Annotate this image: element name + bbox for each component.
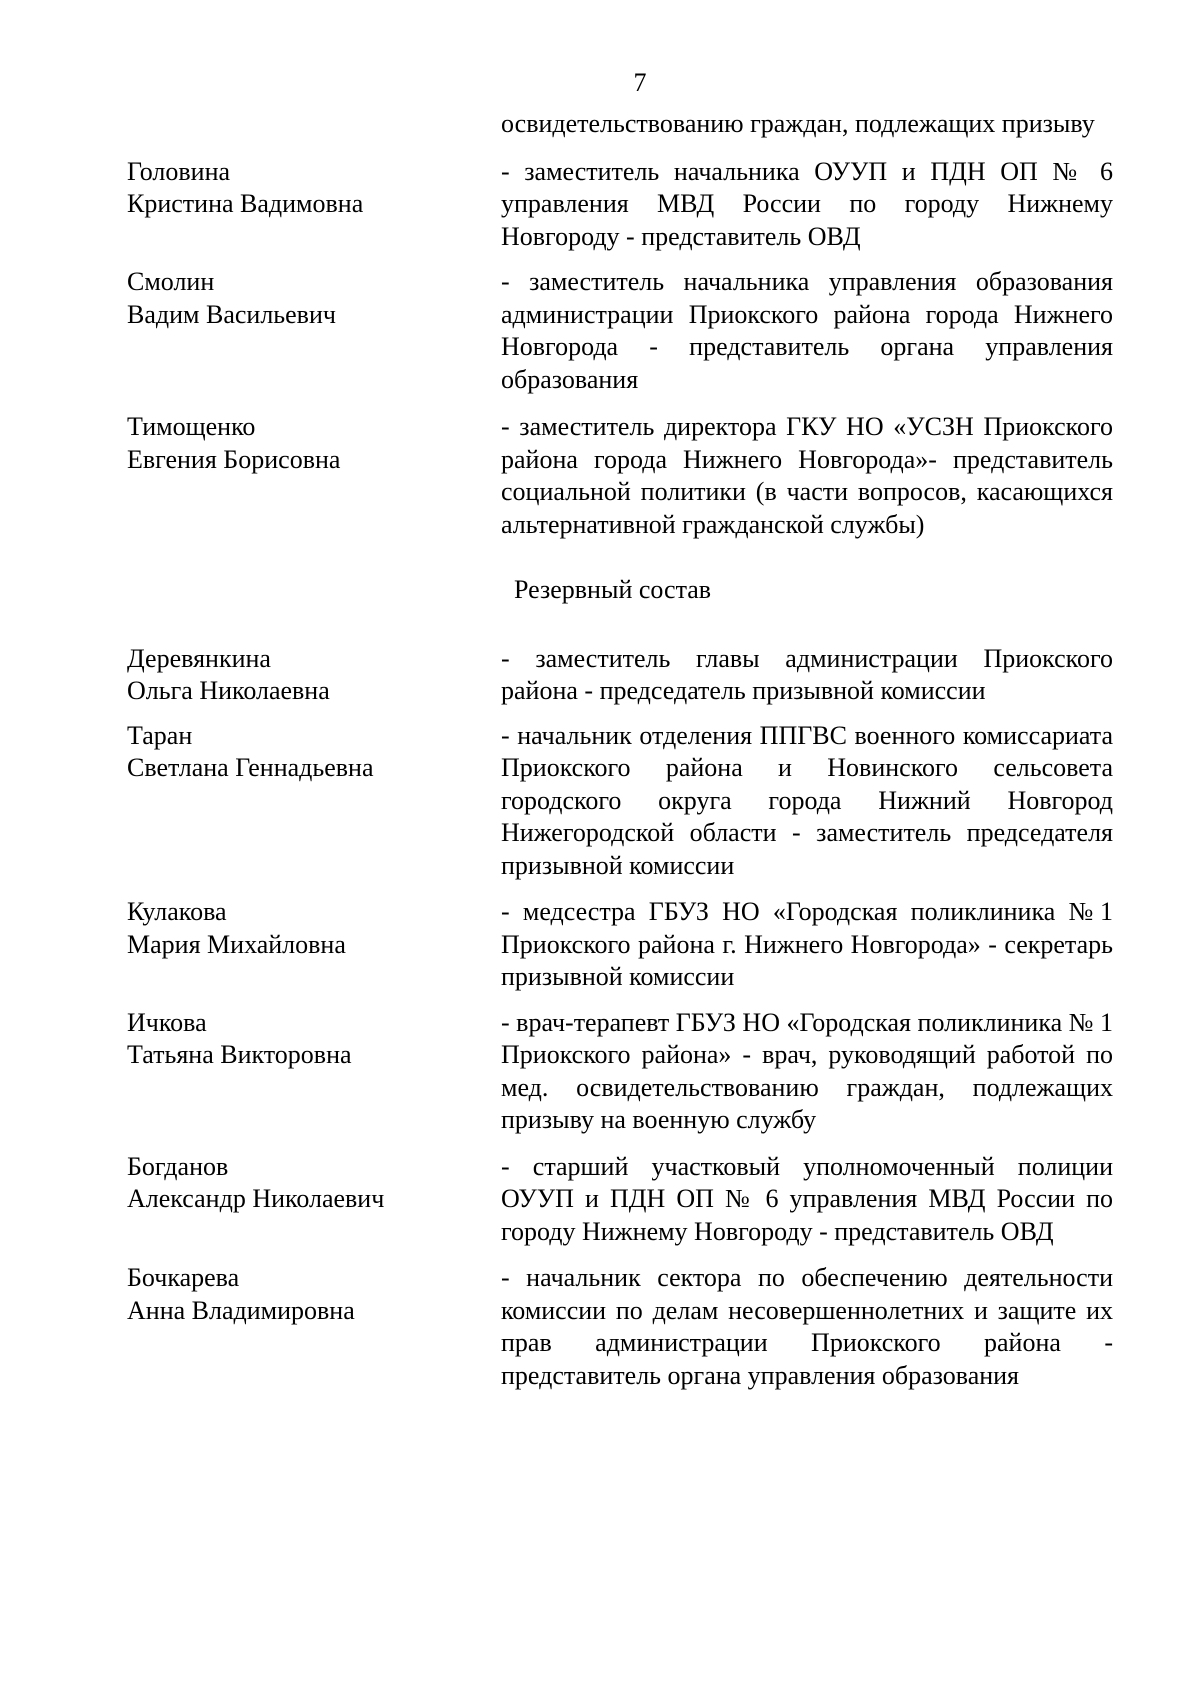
member-surname: Кулакова (127, 897, 227, 926)
member-role: - заместитель начальника ОУУП и ПДН ОП № 6 управления МВД России по городу Нижнему Новгороду - представитель ОВД (501, 156, 1113, 251)
member-row (0, 1007, 1200, 1137)
member-surname: Богданов (127, 1151, 229, 1181)
member-name (127, 1151, 467, 1216)
member-row (0, 643, 1200, 708)
member-surname: Смолин (127, 267, 215, 296)
member-surname: Бочкарева (127, 1263, 240, 1292)
member-name (127, 896, 467, 961)
member-given-name: Вадим Васильевич (127, 299, 336, 329)
continuation-text: освидетельствованию граждан, подлежащих призыву (501, 109, 1095, 138)
member-row (0, 266, 1200, 396)
member-name (127, 266, 467, 331)
member-role: - начальник сектора по обеспечению деятельности комиссии по делам несовершеннолетних и защите их прав администрации Приокского района - представитель органа управления образования (501, 1263, 1113, 1390)
member-row (0, 1262, 1200, 1392)
member-row (0, 1151, 1200, 1249)
member-role: - врач-терапевт ГБУЗ НО «Городская поликлиника № 1 Приокского района» - врач, руководящий работой по мед. освидетельствованию граждан, подлежащих призыву на военную службу (501, 1007, 1113, 1134)
member-surname: Таран (127, 720, 193, 750)
member-role: - старший участковый уполномоченный полиции ОУУП и ПДН ОП № 6 управления МВД России по городу Нижнему Новгороду - представитель ОВД (501, 1151, 1113, 1246)
reserve-section-title: Резервный состав (514, 575, 712, 604)
member-name (127, 643, 467, 708)
member-role: - заместитель начальника управления образования администрации Приокского района города Нижнего Новгорода - представитель органа управления образования (501, 267, 1113, 394)
member-given-name: Кристина Вадимовна (127, 189, 364, 218)
member-row (0, 411, 1200, 541)
continuation-row (0, 108, 1200, 141)
member-given-name: Анна Владимировна (127, 1295, 355, 1325)
member-given-name: Ольга Николаевна (127, 676, 330, 705)
member-given-name: Александр Николаевич (127, 1184, 385, 1213)
member-name (127, 1262, 467, 1327)
member-name (127, 411, 467, 476)
member-given-name: Евгения Борисовна (127, 444, 341, 474)
member-name (127, 1007, 467, 1072)
reserve-heading-row (0, 574, 1200, 607)
member-given-name: Мария Михайловна (127, 929, 346, 959)
member-role: - начальник отделения ППГВС военного комиссариата Приокского района и Новинского сельсовета городского округа города Нижний Новгород Нижегородской области - заместитель председателя призывной комиссии (501, 720, 1113, 880)
member-surname: Деревянкина (127, 643, 271, 673)
member-surname: Головина (127, 156, 231, 186)
member-row (0, 720, 1200, 883)
page-number: 7 (633, 68, 647, 97)
member-given-name: Светлана Геннадьевна (127, 753, 374, 782)
commission-list (0, 108, 1200, 1392)
member-given-name: Татьяна Викторовна (127, 1040, 352, 1069)
member-name (127, 720, 467, 785)
member-name (127, 156, 467, 221)
member-row (0, 156, 1200, 254)
member-role: - заместитель директора ГКУ НО «УСЗН Приокского района города Нижнего Новгорода»- представитель социальной политики (в части вопросов, касающихся альтернативной гражданской службы) (501, 412, 1113, 539)
member-row (0, 896, 1200, 994)
member-role: - заместитель главы администрации Приокского района - председатель призывной комиссии (501, 643, 1113, 705)
member-role: - медсестра ГБУЗ НО «Городская поликлиника №1 Приокского района г. Нижнего Новгорода» - секретарь призывной комиссии (501, 897, 1113, 991)
member-surname: Тимощенко (127, 412, 256, 441)
member-surname: Ичкова (127, 1007, 207, 1037)
